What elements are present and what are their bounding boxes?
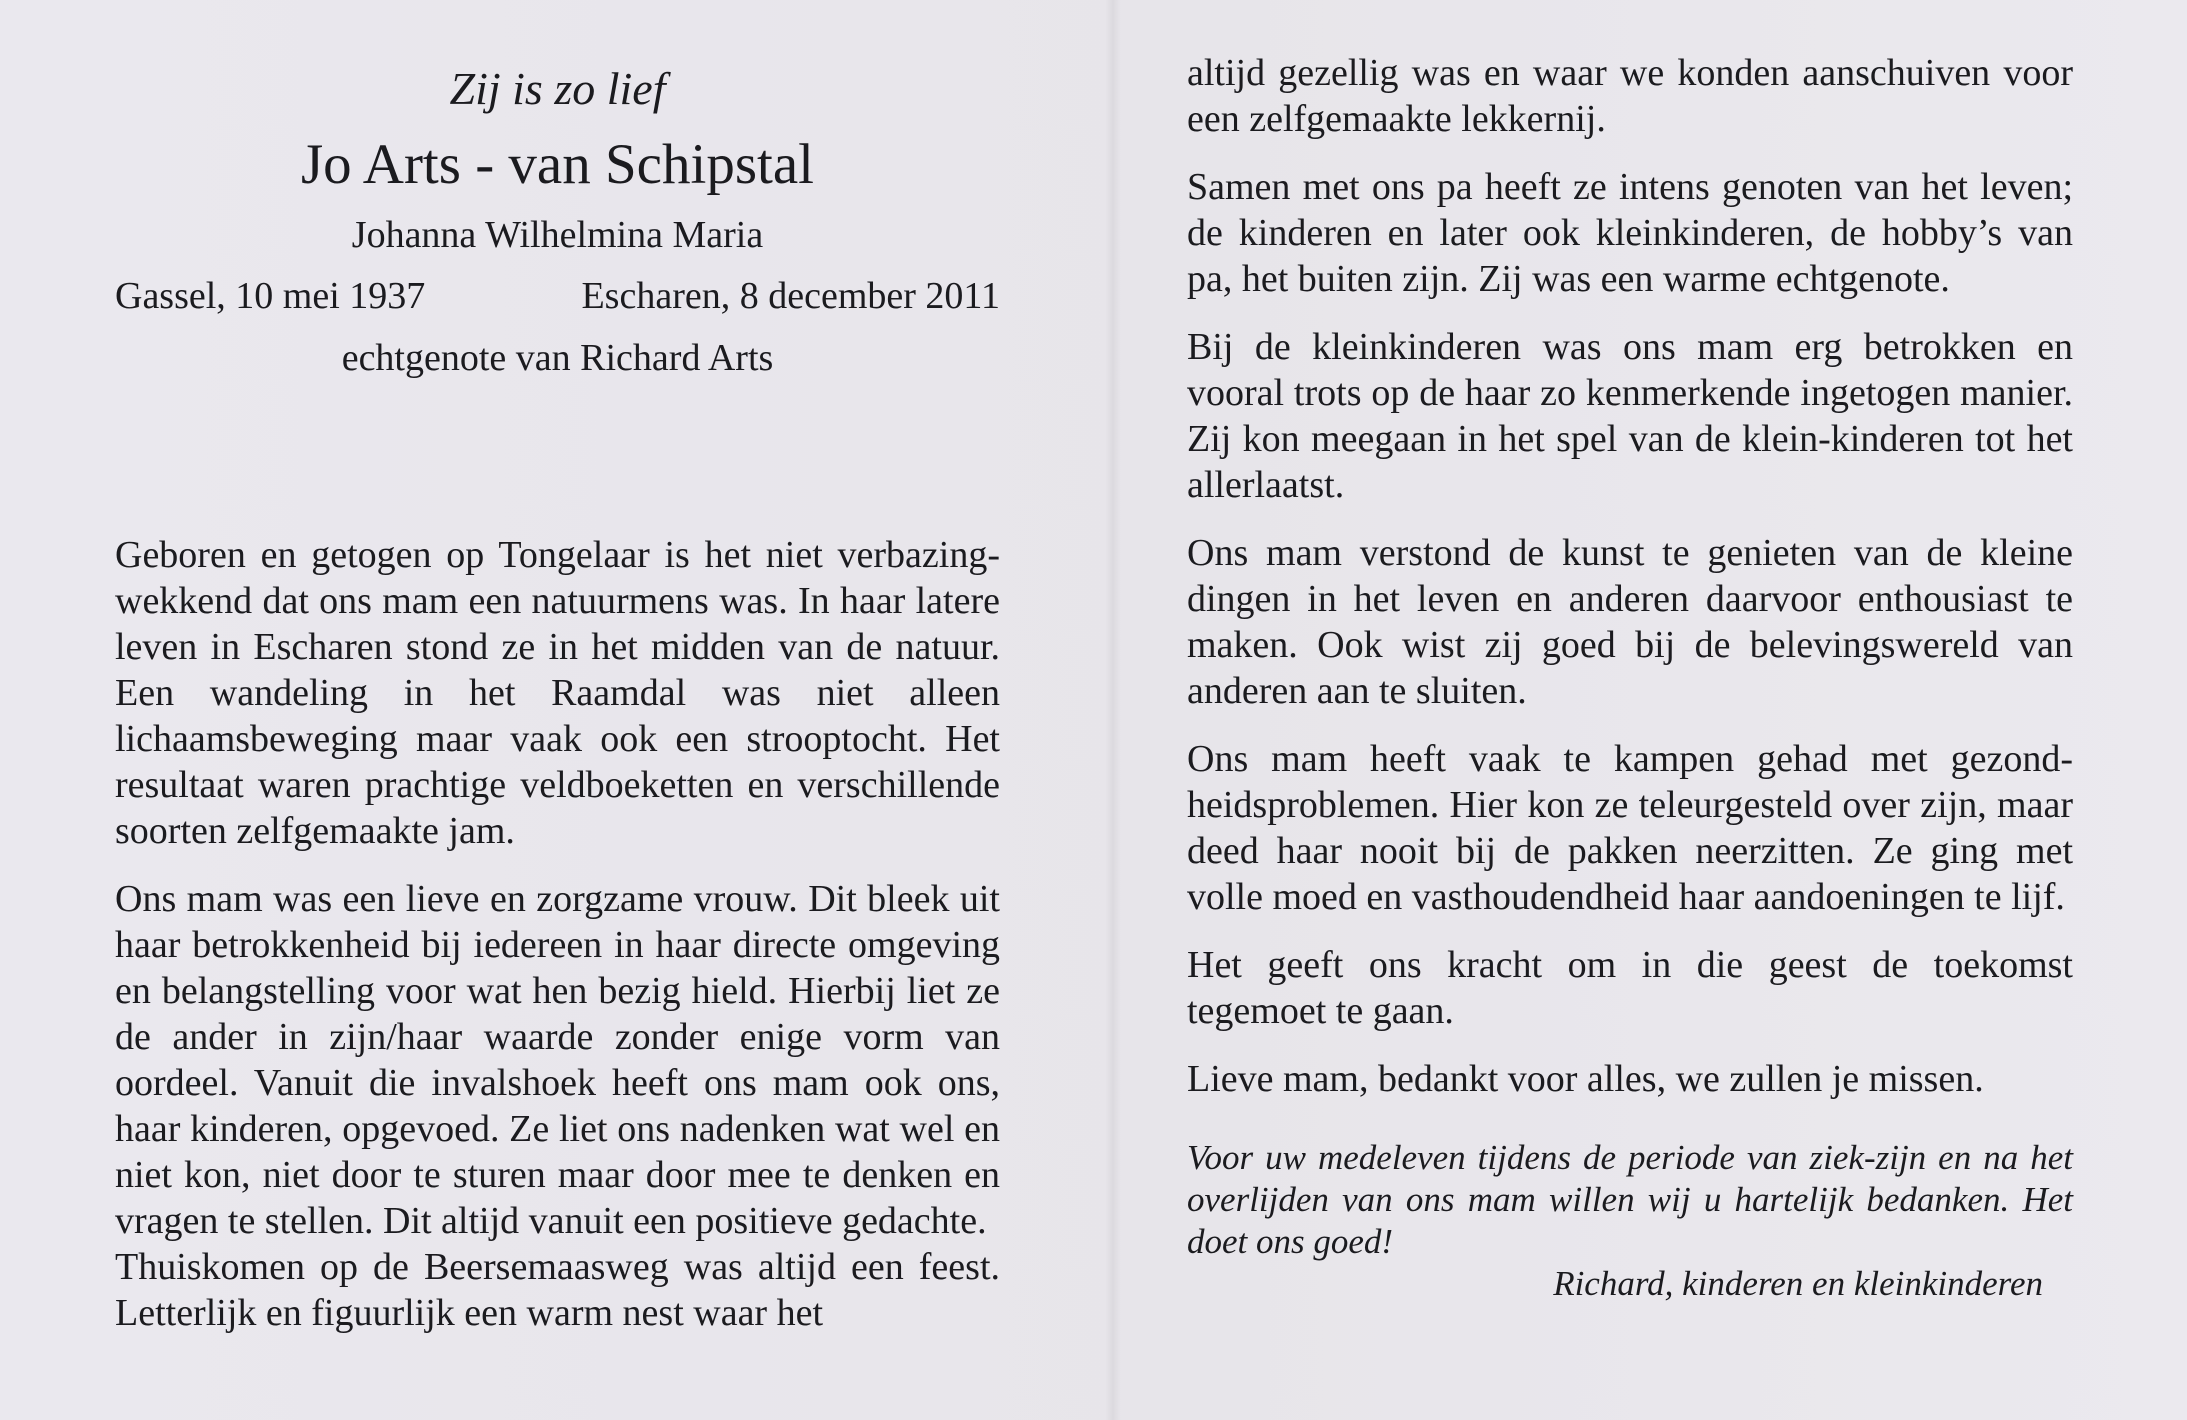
motto: Zij is zo lief [449, 63, 666, 114]
right-body-text [1187, 50, 2073, 1102]
full-name: Johanna Wilhelmina Maria [351, 213, 764, 256]
paragraph: Ons mam heeft vaak te kampen gehad met gezond-heidsproblemen. Hier kon ze teleurgesteld over zijn, maar deed haar nooit bij de pakken neerzitten. Ze ging met volle moed en vasthoudendheid haar aandoeningen te lijf. [1187, 738, 2073, 918]
life-dates [115, 274, 1000, 320]
paragraph: Het geeft ons kracht om in die geest de toekomst tegemoet te gaan. [1187, 944, 2073, 1032]
paragraph: Bij de kleinkinderen was ons mam erg betrokken en vooral trots op de haar zo kenmerkende ingetogen manier. Zij kon meegaan in het spel van de klein-kinderen tot het allerlaatst. [1187, 326, 2073, 506]
paragraph: Samen met ons pa heeft ze intens genoten van het leven; de kinderen en later ook kleinkinderen, de hobby’s van pa, het buiten zijn. Zij was een warme echtgenote. [1187, 166, 2073, 300]
paragraph: Geboren en getogen op Tongelaar is het niet verbazing-wekkend dat ons mam een natuurmens was. In haar latere leven in Escharen stond ze in het midden van de natuur. Een wandeling in het Raamdal was niet alleen lichaamsbeweging maar vaak ook een strooptocht. Het resultaat waren prachtige veldboeketten en verschillende soorten zelfgemaakte jam. [115, 533, 1000, 852]
card-header [115, 61, 1000, 382]
thank-you-note: Voor uw medeleven tijdens de periode van ziek-zijn en na het overlijden van ons mam willen wij u hartelijk bedanken. Het doet ons goed! [1187, 1138, 2073, 1261]
paragraph: Lieve mam, bedankt voor alles, we zullen je missen. [1187, 1058, 1984, 1100]
paragraph: Thuiskomen op de Beersemaasweg was altijd een feest. Letterlijk en figuurlijk een warm nest waar het [115, 1245, 1000, 1334]
signature: Richard, kinderen en kleinkinderen [1553, 1264, 2043, 1303]
birth-place-date: Gassel, 10 mei 1937 [115, 275, 426, 318]
left-page [115, 55, 1000, 1336]
paragraph: Ons mam verstond de kunst te genieten van de kleine dingen in het leven en anderen daarvoor enthousiast te maken. Ook wist zij goed bij de belevingswereld van anderen aan te sluiten. [1187, 532, 2073, 712]
spouse-line: echtgenote van Richard Arts [341, 337, 774, 380]
right-page [1187, 50, 2073, 1305]
deceased-name: Jo Arts - van Schipstal [301, 133, 814, 197]
death-place-date: Escharen, 8 december 2011 [581, 275, 1000, 318]
card-fold [1105, 0, 1121, 1420]
left-body-text [115, 532, 1000, 1336]
paragraph: altijd gezellig was en waar we konden aanschuiven voor een zelfgemaakte lekkernij. [1187, 52, 2073, 140]
paragraph: Ons mam was een lieve en zorgzame vrouw. Dit bleek uit haar betrokkenheid bij iedereen in haar directe omgeving en belangstelling voor wat hen bezig hield. Hierbij liet ze de ander in zijn/haar waarde zonder enige vorm van oordeel. Vanuit die invalshoek heeft ons mam ook ons, haar kinderen, opgevoed. Ze liet ons nadenken wat wel en niet kon, niet door te sturen maar door mee te denken en vragen te stellen. Dit altijd vanuit een positieve gedachte. [115, 877, 1000, 1242]
